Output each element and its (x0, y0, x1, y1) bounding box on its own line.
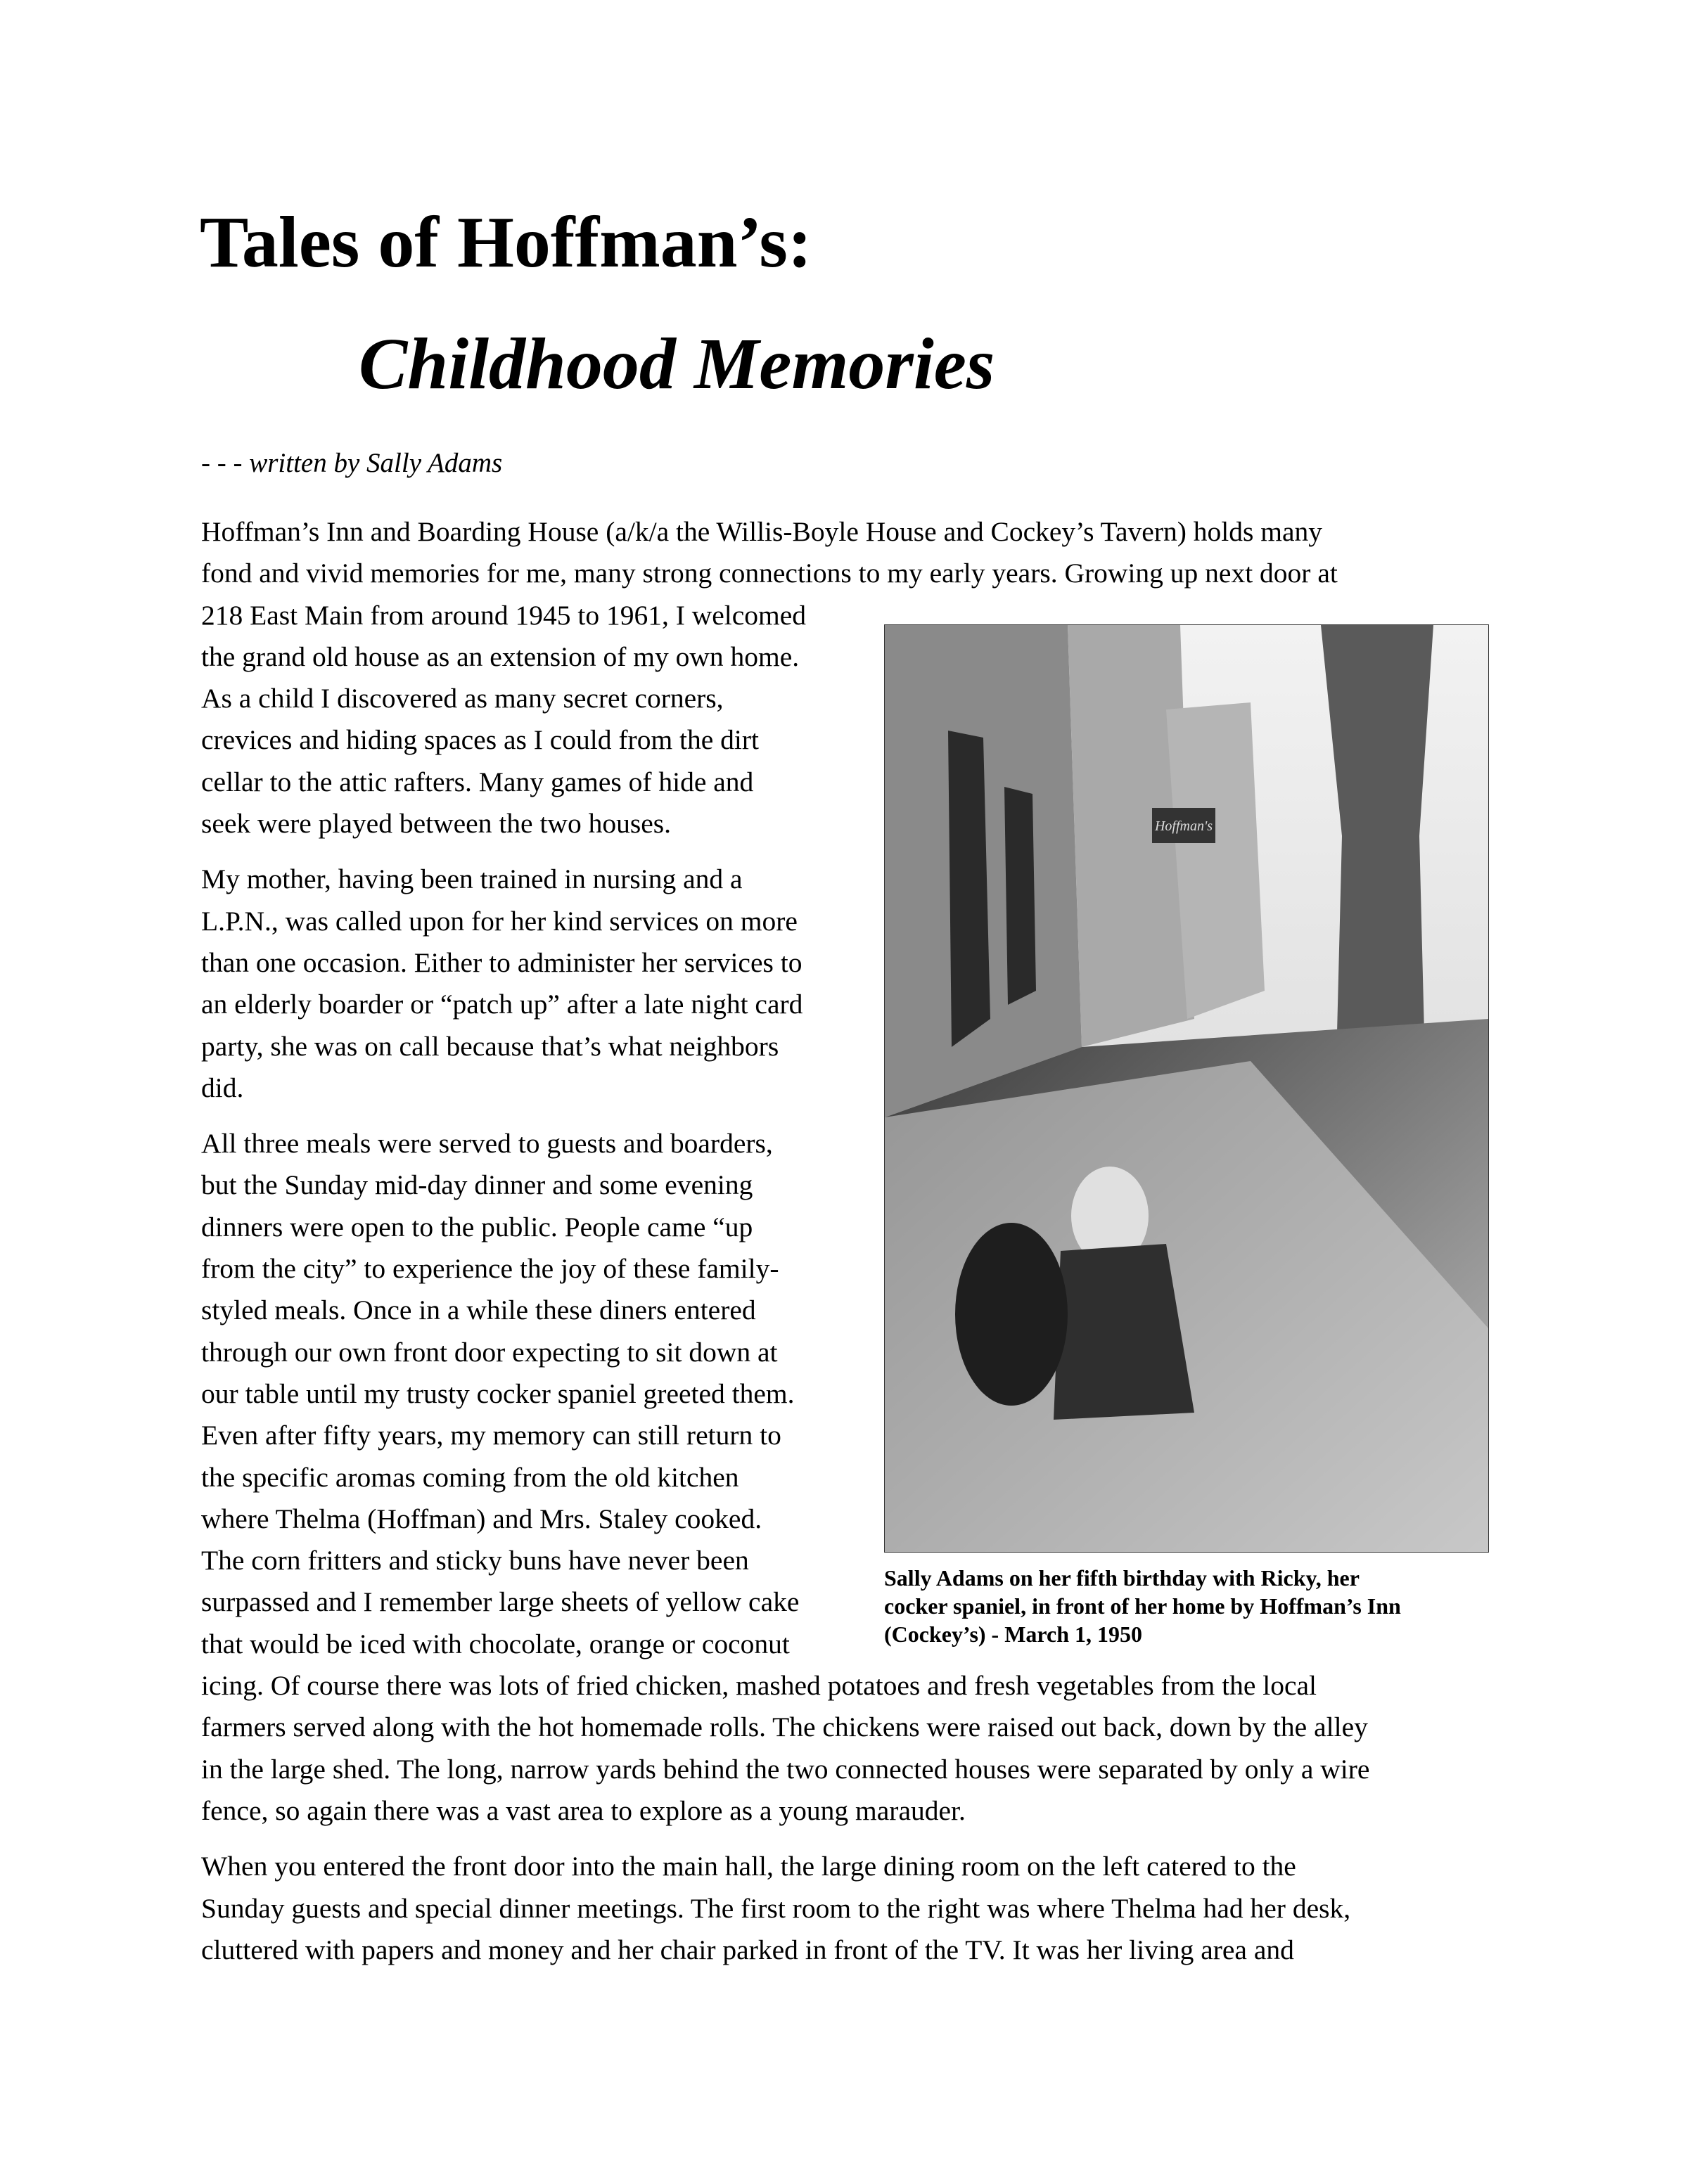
text-line: where Thelma (Hoffman) and Mrs. Staley cooked. (201, 1503, 762, 1534)
text-line: surpassed and I remember large sheets of yellow cake (201, 1586, 800, 1618)
article-body (201, 511, 1488, 1985)
text-line: When you entered the front door into the main hall, the large dining room on the left catered to the (201, 1851, 1296, 1882)
text-line: our table until my trusty cocker spaniel greeted them. (201, 1377, 795, 1409)
text-line: in the large shed. The long, narrow yards behind the two connected houses were separated by only a wire (201, 1753, 1370, 1785)
text-line: Hoffman’s Inn and Boarding House (a/k/a the Willis-Boyle House and Cockey’s Tavern) holds many (201, 516, 1323, 547)
paragraph (201, 1846, 1488, 1971)
text-line: fond and vivid memories for me, many strong connections to my early years. Growing up next door at (201, 558, 1338, 589)
text-line: but the Sunday mid-day dinner and some evening (201, 1169, 753, 1201)
text-line: fence, so again there was a vast area to explore as a young marauder. (201, 1794, 966, 1826)
text-line: farmers served along with the hot homemade rolls. The chickens were raised out back, down by the alley (201, 1711, 1368, 1743)
page-subtitle: Childhood Memories (359, 323, 995, 404)
page-title: Tales of Hoffman’s: (200, 202, 812, 283)
text-line: the grand old house as an extension of my own home. (201, 641, 800, 672)
text-line: icing. Of course there was lots of fried chicken, mashed potatoes and fresh vegetables from the local (201, 1670, 1317, 1702)
text-line: The corn fritters and sticky buns have never been (201, 1545, 749, 1576)
text-line: that would be iced with chocolate, orange or coconut (201, 1628, 790, 1659)
caption-line: (Cockey’s) - March 1, 1950 (884, 1621, 1143, 1647)
text-line: cellar to the attic rafters. Many games of hide and (201, 766, 754, 797)
text-line: cluttered with papers and money and her chair parked in front of the TV. It was her living area and (201, 1934, 1294, 1965)
text-line: styled meals. Once in a while these diners entered (201, 1295, 756, 1326)
text-line: 218 East Main from around 1945 to 1961, I welcomed (201, 599, 807, 631)
text-line: dinners were open to the public. People came “up (201, 1211, 753, 1242)
caption-line: cocker spaniel, in front of her home by Hoffman’s Inn (884, 1593, 1401, 1619)
text-line: the specific aromas coming from the old kitchen (201, 1461, 739, 1493)
paragraph (201, 511, 1488, 844)
text-line: As a child I discovered as many secret corners, (201, 683, 724, 714)
text-line: L.P.N., was called upon for her kind services on more (201, 905, 798, 937)
paragraph (201, 1123, 1488, 1832)
byline-prefix: - - - (201, 448, 250, 478)
text-line: seek were played between the two houses. (201, 808, 671, 840)
text-line: than one occasion. Either to administer her services to (201, 946, 803, 978)
sign-text: Hoffman's (1154, 818, 1213, 834)
text-line: My mother, having been trained in nursing and a (201, 863, 743, 895)
text-line: from the city” to experience the joy of these family- (201, 1253, 779, 1285)
text-line: Sunday guests and special dinner meetings. The first room to the right was where Thelma had her desk, (201, 1892, 1351, 1924)
text-line: did. (201, 1072, 244, 1103)
text-line: an elderly boarder or “patch up” after a late night card (201, 989, 803, 1020)
text-line: Even after fifty years, my memory can still return to (201, 1420, 781, 1451)
paragraph (201, 859, 1488, 1109)
caption-line: Sally Adams on her fifth birthday with Ricky, her (884, 1565, 1360, 1591)
text-line: crevices and hiding spaces as I could from the dirt (201, 724, 760, 756)
text-line: All three meals were served to guests and boarders, (201, 1128, 773, 1160)
text-line: party, she was on call because that’s what neighbors (201, 1030, 779, 1062)
text-line: through our own front door expecting to sit down at (201, 1336, 778, 1368)
byline-author: written by Sally Adams (249, 448, 503, 478)
byline (201, 446, 502, 481)
